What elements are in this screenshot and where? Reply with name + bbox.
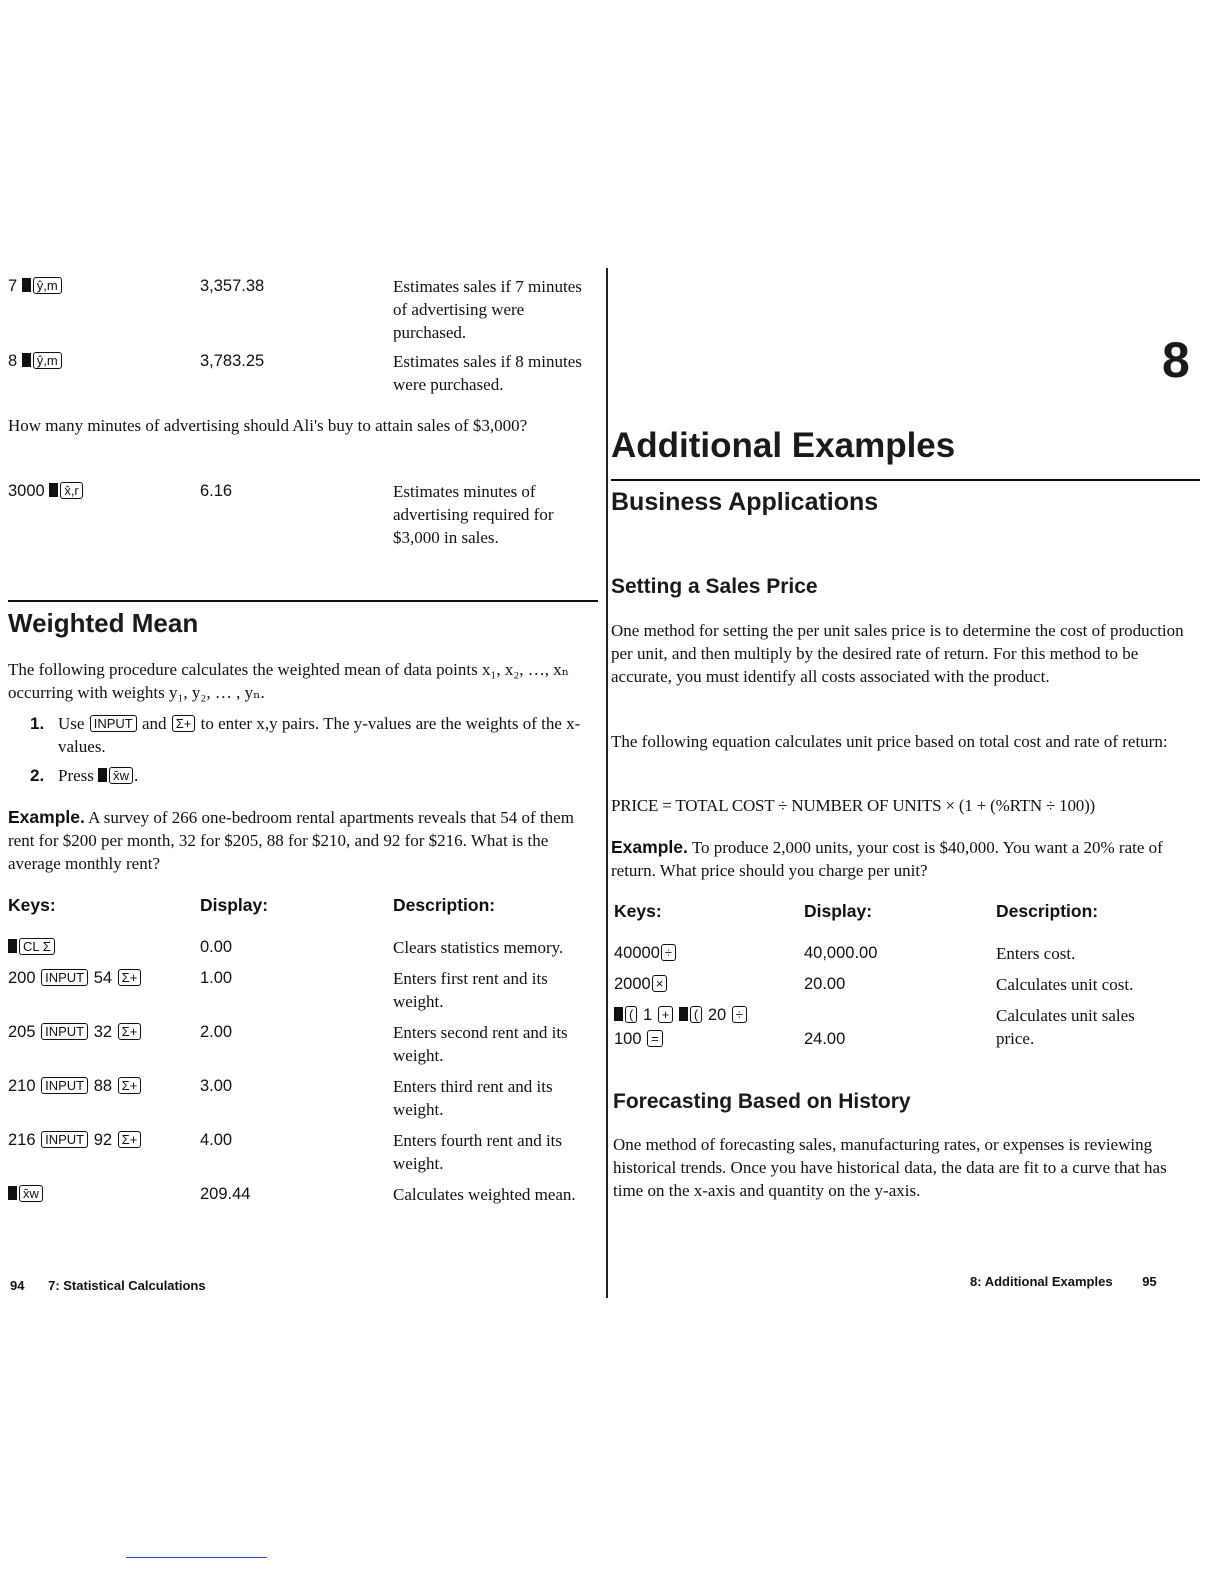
shift-key-icon bbox=[22, 278, 31, 292]
description-text: Estimates minutes of advertising required for $3,000 in sales. bbox=[393, 482, 554, 547]
display-value: 3.00 bbox=[200, 1077, 233, 1095]
table-row bbox=[8, 969, 142, 988]
page-divider bbox=[606, 268, 608, 1298]
description-header: Description: bbox=[393, 895, 496, 915]
keycap-clear-sigma: CL Σ bbox=[19, 938, 55, 955]
table-row bbox=[614, 975, 668, 994]
keycap-input: INPUT bbox=[41, 1131, 88, 1148]
keycap-sigma-plus: Σ+ bbox=[118, 1131, 142, 1148]
keycap-divide: ÷ bbox=[661, 944, 676, 961]
sales-price-heading: Setting a Sales Price bbox=[611, 575, 818, 598]
page-number: 94 bbox=[10, 1278, 25, 1293]
display-value: 40,000.00 bbox=[804, 944, 878, 962]
display-value: 0.00 bbox=[200, 938, 233, 956]
section-rule bbox=[8, 600, 598, 602]
step-2 bbox=[30, 764, 595, 787]
key-number: 1 bbox=[642, 1006, 653, 1024]
example-label: Example. bbox=[611, 837, 688, 857]
left-footer bbox=[10, 1278, 206, 1293]
keycap-yhat: ŷ,m bbox=[33, 277, 62, 294]
step-number: 1. bbox=[30, 714, 45, 733]
shift-key-icon bbox=[8, 939, 17, 953]
table-row bbox=[8, 1185, 44, 1204]
shift-key-icon bbox=[614, 1007, 623, 1021]
price-equation: PRICE = TOTAL COST ÷ NUMBER OF UNITS × (1 + (%RTN ÷ 100)) bbox=[611, 796, 1095, 815]
description-text: Calculates unit sales price. bbox=[996, 1006, 1135, 1048]
shift-key-icon bbox=[49, 483, 58, 497]
display-value: 20.00 bbox=[804, 975, 846, 993]
paragraph: One method for setting the per unit sales price is to determine the cost of production per unit, and then multiply by the desired rate of return. For this method to be accurate, you must identify all costs associated with the product. bbox=[611, 621, 1184, 686]
paragraph: The following equation calculates unit price based on total cost and rate of return: bbox=[611, 732, 1168, 751]
keys-header: Keys: bbox=[8, 895, 56, 915]
display-value: 6.16 bbox=[200, 482, 233, 500]
description-text: Enters cost. bbox=[996, 944, 1076, 963]
keys-header: Keys: bbox=[614, 901, 662, 921]
keycap-plus: + bbox=[658, 1006, 674, 1023]
description-text: Calculates unit cost. bbox=[996, 975, 1134, 994]
key-number: 210 bbox=[8, 1077, 36, 1095]
key-number: 8 bbox=[8, 352, 18, 370]
display-value: 3,357.38 bbox=[200, 277, 265, 295]
table-row bbox=[8, 1077, 142, 1096]
shift-key-icon bbox=[679, 1007, 688, 1021]
paragraph: One method of forecasting sales, manufacturing rates, or expenses is reviewing historical trends. Once you have historical data, the data are fit to a curve that has time on the x-axis and quantity on the y-axis. bbox=[613, 1135, 1167, 1200]
shift-key-icon bbox=[22, 353, 31, 367]
keycap-sigma-plus: Σ+ bbox=[118, 969, 142, 986]
key-number: 88 bbox=[93, 1077, 113, 1095]
example-label: Example. bbox=[8, 807, 85, 827]
description-text: Clears statistics memory. bbox=[393, 938, 564, 957]
key-number: 32 bbox=[93, 1023, 113, 1041]
description-text: Enters first rent and its weight. bbox=[393, 969, 548, 1011]
display-value: 4.00 bbox=[200, 1131, 233, 1149]
display-value: 2.00 bbox=[200, 1023, 233, 1041]
chapter-rule bbox=[611, 479, 1200, 481]
section-title: Business Applications bbox=[611, 488, 879, 516]
keycap-xbar-w: x̄w bbox=[109, 767, 133, 784]
table-row bbox=[8, 1023, 142, 1042]
key-number: 205 bbox=[8, 1023, 36, 1041]
key-number: 7 bbox=[8, 277, 18, 295]
keycap-open-paren: ( bbox=[690, 1006, 702, 1023]
key-row-3000 bbox=[8, 482, 84, 501]
key-row-7 bbox=[8, 277, 63, 296]
description-header: Description: bbox=[996, 901, 1099, 921]
keycap-sigma-plus: Σ+ bbox=[118, 1023, 142, 1040]
keycap-divide: ÷ bbox=[732, 1006, 747, 1023]
display-value: 3,783.25 bbox=[200, 352, 265, 370]
step-text: . bbox=[134, 766, 139, 785]
example-paragraph bbox=[611, 836, 1196, 882]
description-text: Estimates sales if 7 minutes of advertising were purchased. bbox=[393, 277, 582, 342]
chapter-title: Additional Examples bbox=[611, 426, 956, 465]
chapter-number: 8 bbox=[1162, 332, 1190, 388]
key-number: 216 bbox=[8, 1131, 36, 1149]
key-number: 200 bbox=[8, 969, 36, 987]
example-text: A survey of 266 one-bedroom rental apartments reveals that 54 of them rent for $200 per month, 32 for $205, 88 for $210, and 92 for $216. What is the average monthly rent? bbox=[8, 808, 574, 873]
key-number: 20 bbox=[707, 1006, 727, 1024]
key-number: 40000 bbox=[614, 944, 660, 962]
description-text: Enters fourth rent and its weight. bbox=[393, 1131, 563, 1173]
keycap-input: INPUT bbox=[90, 715, 137, 732]
table-row bbox=[8, 938, 56, 957]
forecasting-heading: Forecasting Based on History bbox=[613, 1090, 911, 1113]
example-paragraph bbox=[8, 806, 593, 875]
key-number: 2000 bbox=[614, 975, 651, 993]
keycap-xhat: x̂,r bbox=[60, 482, 82, 499]
key-number: 54 bbox=[93, 969, 113, 987]
page-number: 95 bbox=[1142, 1274, 1157, 1289]
keycap-sigma-plus: Σ+ bbox=[118, 1077, 142, 1094]
key-number: 3000 bbox=[8, 482, 45, 500]
keycap-input: INPUT bbox=[41, 1023, 88, 1040]
key-row-8 bbox=[8, 352, 63, 371]
description-text: Enters third rent and its weight. bbox=[393, 1077, 553, 1119]
step-text: Press bbox=[58, 766, 94, 785]
display-header: Display: bbox=[804, 901, 873, 921]
step-text: to enter x,y pairs. The y-values are the weights of the x-values. bbox=[58, 714, 581, 756]
keycap-equals: = bbox=[647, 1030, 663, 1047]
keycap-input: INPUT bbox=[41, 1077, 88, 1094]
keycap-xbar-w: x̄w bbox=[19, 1185, 43, 1202]
table-row-continued bbox=[614, 1030, 664, 1049]
display-value: 24.00 bbox=[804, 1030, 846, 1048]
step-text: and bbox=[141, 714, 167, 733]
display-value: 1.00 bbox=[200, 969, 233, 987]
keycap-open-paren: ( bbox=[625, 1006, 637, 1023]
step-1 bbox=[30, 712, 595, 758]
weighted-mean-heading: Weighted Mean bbox=[8, 608, 199, 638]
key-number: 100 bbox=[614, 1030, 642, 1048]
keycap-multiply: × bbox=[652, 975, 668, 992]
description-text: Calculates weighted mean. bbox=[393, 1185, 576, 1204]
table-row bbox=[614, 944, 677, 963]
question-text: How many minutes of advertising should Ali's buy to attain sales of $3,000? bbox=[8, 416, 528, 435]
intro-paragraph: The following procedure calculates the weighted mean of data points x₁, x₂, …, xₙ occurring with weights y₁, y₂, … , yₙ. bbox=[8, 660, 570, 702]
keycap-input: INPUT bbox=[41, 969, 88, 986]
table-row bbox=[8, 1131, 142, 1150]
shift-key-icon bbox=[98, 768, 107, 782]
footer-chapter: 7: Statistical Calculations bbox=[48, 1278, 206, 1293]
key-number: 92 bbox=[93, 1131, 113, 1149]
footer-chapter: 8: Additional Examples bbox=[970, 1274, 1113, 1289]
display-value: 209.44 bbox=[200, 1185, 251, 1203]
bottom-rule bbox=[126, 1557, 267, 1558]
example-text: To produce 2,000 units, your cost is $40,000. You want a 20% rate of return. What price should you charge per unit? bbox=[611, 838, 1163, 880]
description-text: Estimates sales if 8 minutes were purchased. bbox=[393, 352, 582, 394]
shift-key-icon bbox=[8, 1186, 17, 1200]
table-row bbox=[614, 1006, 748, 1025]
display-header: Display: bbox=[200, 895, 269, 915]
right-footer bbox=[970, 1274, 1157, 1289]
step-text: Use bbox=[58, 714, 85, 733]
step-number: 2. bbox=[30, 766, 45, 785]
description-text: Enters second rent and its weight. bbox=[393, 1023, 568, 1065]
keycap-sigma-plus: Σ+ bbox=[172, 715, 196, 732]
keycap-yhat: ŷ,m bbox=[33, 352, 62, 369]
